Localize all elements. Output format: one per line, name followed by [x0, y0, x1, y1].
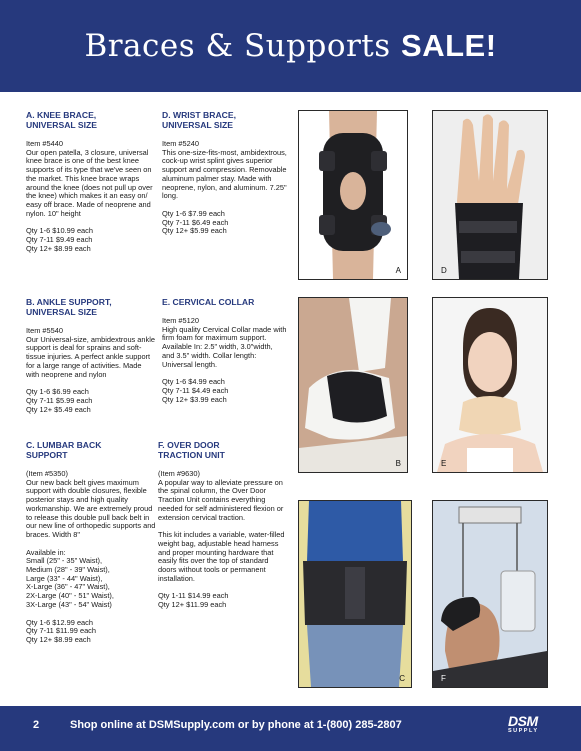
- product-description: A popular way to alleviate pressure on the spinal column, the Over Door Traction Unit contains everything needed for self administered flexion or extension cervical traction.: [158, 477, 284, 522]
- product-heading: F. OVER DOOR TRACTION UNIT: [158, 440, 225, 460]
- sizes-label: Available in:: [26, 547, 66, 557]
- price-list: [158, 592, 286, 609]
- price-line: Qty 12+ $8.99 each: [26, 634, 91, 644]
- product-description: High quality Cervical Collar made with firm foam for maximum support. Available In: 2.5" width, 3.0"width, and 3.5" width. Collar length: Universal length.: [162, 324, 287, 369]
- size-item: Large (33" - 44" Waist),: [26, 573, 103, 583]
- price-line: Qty 12+ $3.99 each: [162, 394, 227, 404]
- page-number: 2: [33, 719, 40, 731]
- size-item: Medium (28" - 39" Waist),: [26, 565, 110, 575]
- price-list: [162, 210, 287, 236]
- price-line: Qty 7-11 $4.49 each: [162, 385, 229, 395]
- price-list: [26, 619, 156, 645]
- product-description-kit: This kit includes a variable, water-filled weight bag, adjustable head harness and proper mounting hardware that easily fits over the top of standard doors without tools or permanent installation.: [158, 530, 285, 583]
- dsm-supply-logo: [508, 714, 552, 742]
- price-list: [26, 227, 156, 253]
- wrist-brace-illustration: [433, 111, 547, 279]
- price-line: Qty 1-6 $7.99 each: [162, 208, 225, 218]
- photo-label: B: [395, 459, 401, 468]
- product-d-wrist-brace: [162, 110, 287, 236]
- item-number: Item #5540: [26, 326, 63, 335]
- price-line: Qty 7-11 $6.49 each: [162, 217, 229, 227]
- product-description: This one-size-fits-most, ambidextrous, cock-up wrist splint gives superior support and compression. Removable aluminum palmer stay. Made with neoprene, nylon, and aluminum. 7.25" long.: [162, 147, 287, 201]
- product-heading: D. WRIST BRACE, UNIVERSAL SIZE: [162, 110, 236, 130]
- photo-cervical-collar: [432, 297, 548, 473]
- cervical-collar-illustration: [433, 298, 547, 472]
- photo-wrist-brace: [432, 110, 548, 280]
- item-number: Item #5440: [26, 139, 63, 148]
- ankle-support-illustration: [299, 298, 407, 472]
- page-title: [0, 28, 581, 64]
- traction-unit-illustration: [433, 501, 547, 687]
- shop-contact-text: Shop online at DSMSupply.com or by phone at 1-(800) 285-2807: [70, 719, 402, 731]
- photo-label: A: [395, 266, 401, 275]
- price-line: Qty 7-11 $11.99 each: [26, 626, 96, 636]
- price-line: Qty 7-11 $9.49 each: [26, 235, 93, 245]
- price-line: Qty 7-11 $5.99 each: [26, 395, 93, 405]
- price-line: Qty 12+ $11.99 each: [158, 600, 227, 610]
- title-script: Braces & Supports: [84, 28, 391, 64]
- header-banner: [0, 0, 581, 92]
- price-line: Qty 1-6 $10.99 each: [26, 226, 93, 236]
- product-description: Our new back belt gives maximum support with double closures, flexible posterior stays and high quality workmanship. We are extremely proud to release this double pull back belt in our new line of orthopedic supports and braces. Width 8": [26, 477, 156, 539]
- price-line: Qty 12+ $5.99 each: [162, 226, 227, 236]
- title-sale: SALE!: [401, 28, 497, 63]
- price-line: Qty 12+ $5.49 each: [26, 404, 91, 414]
- item-number: Item #5120: [162, 316, 199, 325]
- photo-label: D: [441, 266, 447, 275]
- price-line: Qty 1-11 $14.99 each: [158, 591, 229, 601]
- item-number: (Item #9630): [158, 469, 200, 478]
- product-heading: B. ANKLE SUPPORT, UNIVERSAL SIZE: [26, 297, 112, 317]
- photo-knee-brace: [298, 110, 408, 280]
- product-heading: C. LUMBAR BACK SUPPORT: [26, 440, 102, 460]
- lumbar-support-illustration: [299, 501, 411, 687]
- product-f-traction-unit: [158, 440, 286, 610]
- photo-traction-unit: [432, 500, 548, 688]
- product-heading: A. KNEE BRACE, UNIVERSAL SIZE: [26, 110, 97, 130]
- price-list: [26, 388, 156, 414]
- knee-brace-illustration: [299, 111, 407, 279]
- price-line: Qty 12+ $8.99 each: [26, 243, 91, 253]
- product-description: Our open patella, 3 closure, universal knee brace is one of the best knee supports of its type that we've seen on the market. This knee brace wraps around the knee (does not pull up over the knee) which makes it an easy on/ easy off brace. Made of neoprene and nylon. 10" height: [26, 147, 153, 218]
- size-item: Small (25" - 35" Waist),: [26, 556, 103, 566]
- size-item: 2X-Large (40" - 51" Waist),: [26, 591, 114, 601]
- product-c-lumbar-support: [26, 440, 156, 645]
- size-item: 3X-Large (43" - 54" Waist): [26, 599, 112, 609]
- product-a-knee-brace: [26, 110, 156, 253]
- photo-label: F: [441, 674, 446, 683]
- price-list: [162, 378, 287, 404]
- price-line: Qty 1-6 $12.99 each: [26, 617, 93, 627]
- size-item: X-Large (36" - 47" Waist),: [26, 582, 110, 592]
- product-heading: E. CERVICAL COLLAR: [162, 297, 255, 307]
- product-e-cervical-collar: [162, 297, 287, 404]
- size-list: [26, 557, 156, 609]
- product-b-ankle-support: [26, 297, 156, 414]
- product-description: Our Universal-size, ambidextrous ankle support is deal for sprains and soft-tissue injuries. A perfect ankle support for a large range of activities. Made with neoprene and nylon: [26, 334, 155, 379]
- item-number: Item #5240: [162, 139, 199, 148]
- logo-sub: SUPPLY: [508, 728, 539, 734]
- photo-lumbar-support: [298, 500, 412, 688]
- photo-label: C: [399, 674, 405, 683]
- logo-mark: DSM: [508, 713, 538, 729]
- photo-ankle-support: [298, 297, 408, 473]
- price-line: Qty 1-6 $6.99 each: [26, 387, 89, 397]
- price-line: Qty 1-6 $4.99 each: [162, 377, 225, 387]
- photo-label: E: [441, 459, 447, 468]
- footer-bar: [0, 706, 581, 751]
- item-number: (Item #5350): [26, 469, 68, 478]
